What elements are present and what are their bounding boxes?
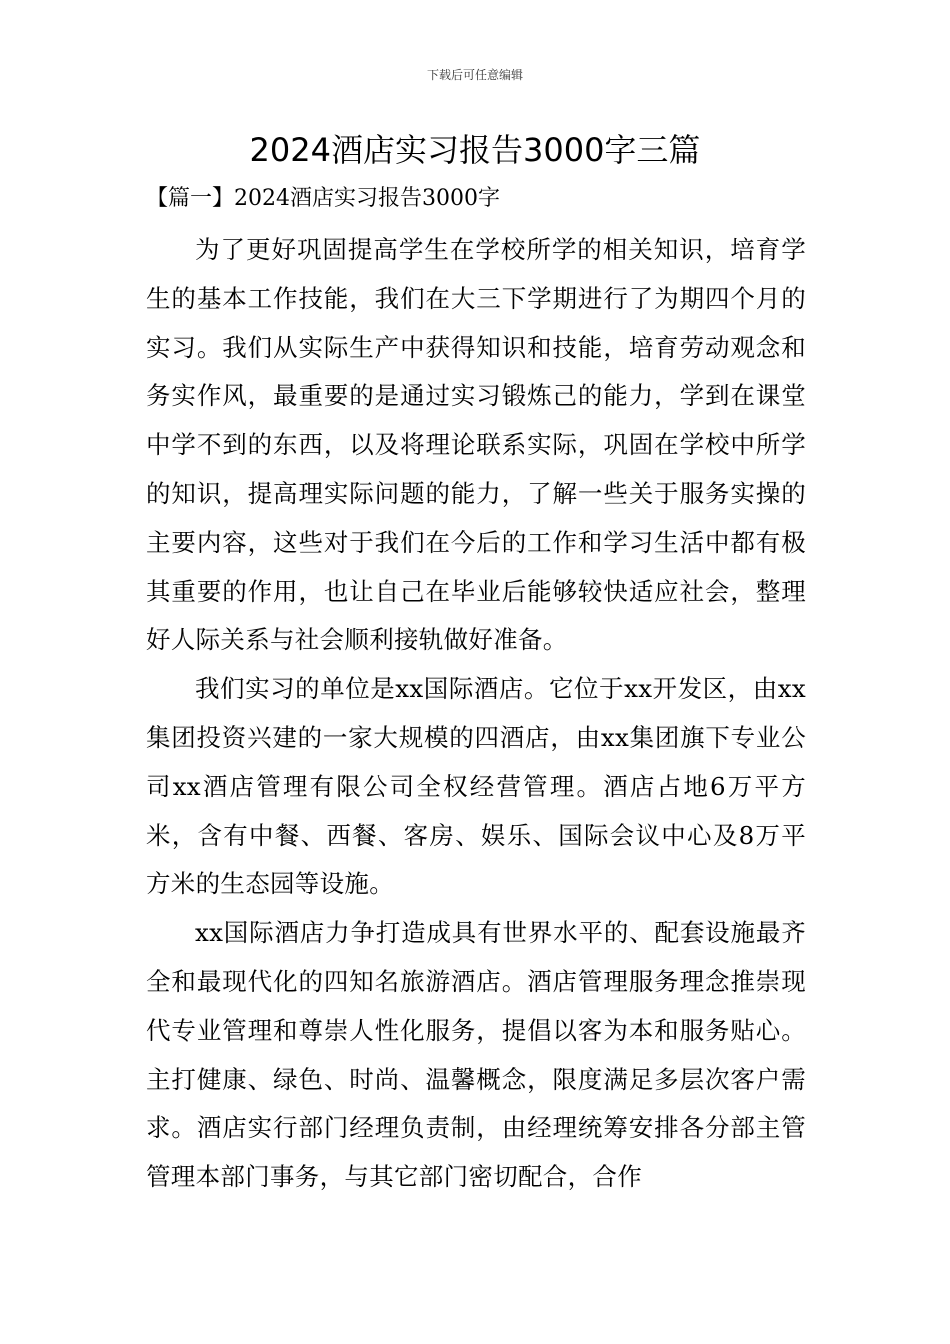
paragraph-2: 我们实习的单位是xx国际酒店。它位于xx开发区，由xx集团投资兴建的一家大规模的四酒店，由xx集团旗下专业公司xx酒店管理有限公司全权经营管理。酒店占地6万平方米，含有中餐、西餐、客房、娱乐、国际会议中心及8万平方米的生态园等设施。 — [146, 674, 806, 899]
document-body — [146, 226, 806, 1202]
header-note: 下载后可任意编辑 — [426, 68, 523, 82]
paragraph-1: 为了更好巩固提高学生在学校所学的相关知识，培育学生的基本工作技能，我们在大三下学期进行了为期四个月的实习。我们从实际生产中获得知识和技能，培育劳动观念和务实作风，最重要的是通过实习锻炼己的能力，学到在课堂中学不到的东西，以及将理论联系实际，巩固在学校中所学的知识，提高理实际问题的能力，了解一些关于服务实操的主要内容，这些对于我们在今后的工作和学习生活中都有极其重要的作用，也让自己在毕业后能够较快适应社会，整理好人际关系与社会顺利接轨做好准备。 — [146, 235, 806, 655]
document-title: 2024酒店实习报告3000字三篇 — [249, 131, 701, 169]
section-heading: 【篇一】2024酒店实习报告3000字 — [146, 186, 500, 211]
paragraph-3: xx国际酒店力争打造成具有世界水平的、配套设施最齐全和最现代化的四知名旅游酒店。酒店管理服务理念推崇现代专业管理和尊崇人性化服务，提倡以客为本和服务贴心。主打健康、绿色、时尚、温馨概念，限度满足多层次客户需求。酒店实行部门经理负责制，由经理统筹安排各分部主管管理本部门事务，与其它部门密切配合，合作 — [146, 918, 806, 1192]
